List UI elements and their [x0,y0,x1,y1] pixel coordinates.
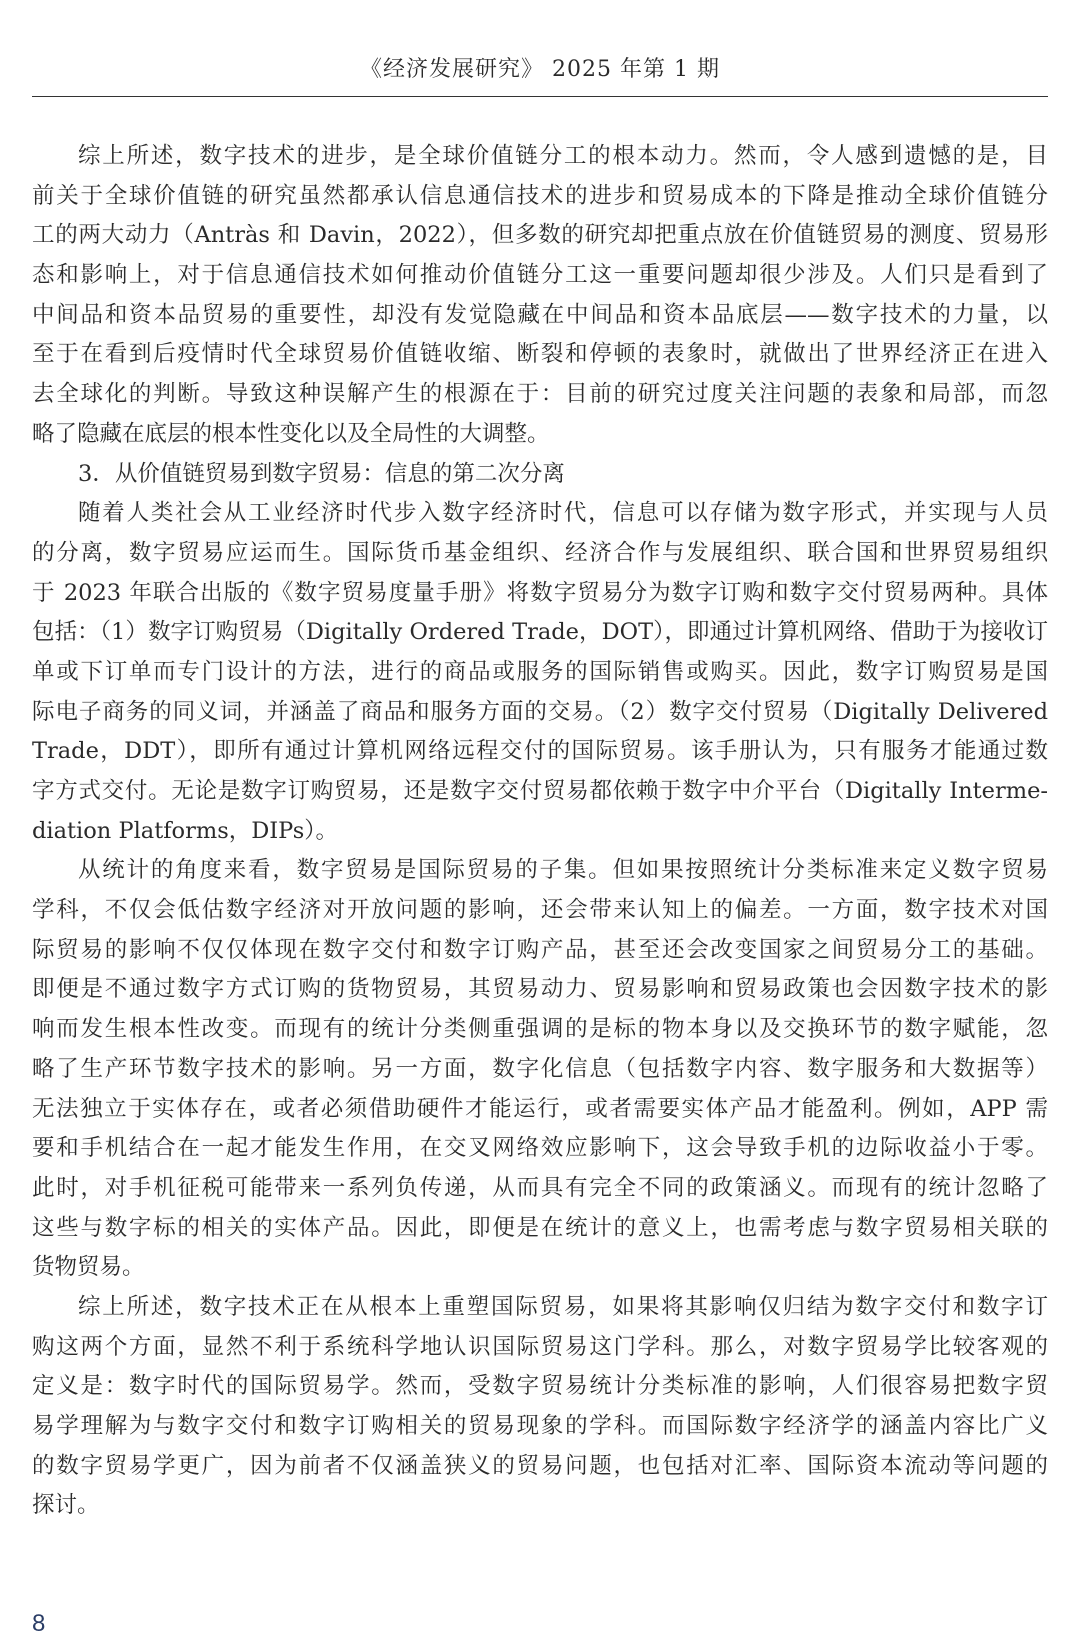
text-line: 际电子商务的同义词，并涵盖了商品和服务方面的交易。（2）数字交付贸易（Digitally Delivered [32,698,1048,725]
text-line: 响而发生根本性改变。而现有的统计分类侧重强调的是标的物本身以及交换环节的数字赋能，忽 [32,1016,1048,1043]
text-line: 中间品和资本品贸易的重要性，却没有发觉隐藏在中间品和资本品底层——数字技术的力量，以 [32,301,1048,328]
text-line: 的分离，数字贸易应运而生。国际货币基金组织、经济合作与发展组织、联合国和世界贸易组织 [32,539,1048,566]
page-number: 8 [32,1610,46,1637]
text-line: 单或下订单而专门设计的方法，进行的商品或服务的国际销售或购买。因此，数字订购贸易是国 [32,658,1048,685]
text-line: 态和影响上，对于信息通信技术如何推动价值链分工这一重要问题却很少涉及。人们只是看到了 [32,262,1048,289]
text-line: 于 2023 年联合出版的《数字贸易度量手册》将数字贸易分为数字订购和数字交付贸易两种。具体 [32,579,1048,606]
text-line: 易学理解为与数字交付和数字订购相关的贸易现象的学科。而国际数字经济学的涵盖内容比广义 [32,1413,1048,1439]
text-line: 货物贸易。 [32,1254,145,1281]
text-line: 随着人类社会从工业经济时代步入数字经济时代，信息可以存储为数字形式，并实现与人员 [78,500,1048,527]
text-line: 前关于全球价值链的研究虽然都承认信息通信技术的进步和贸易成本的下降是推动全球价值链分 [32,182,1048,209]
text-line: 定义是：数字时代的国际贸易学。然而，受数字贸易统计分类标准的影响，人们很容易把数字贸 [32,1373,1048,1400]
text-line: 至于在看到后疫情时代全球贸易价值链收缩、断裂和停顿的表象时，就做出了世界经济正在进入 [32,341,1048,368]
text-line: 综上所述，数字技术正在从根本上重塑国际贸易，如果将其影响仅归结为数字交付和数字订 [78,1293,1048,1320]
text-line: 略了生产环节数字技术的影响。另一方面，数字化信息（包括数字内容、数字服务和大数据等） [32,1055,1048,1082]
text-line: 工的两大动力（Antràs 和 Davin，2022），但多数的研究却把重点放在价值链贸易的测度、贸易形 [32,222,1048,249]
text-line: 字方式交付。无论是数字订购贸易，还是数字交付贸易都依赖于数字中介平台（Digitally Interme- [32,778,1048,804]
text-line: 探讨。 [32,1492,100,1519]
text-line: 学科，不仅会低估数字经济对开放问题的影响，还会带来认知上的偏差。一方面，数字技术对国 [32,897,1048,924]
text-line: 即便是不通过数字方式订购的货物贸易，其贸易动力、贸易影响和贸易政策也会因数字技术的影 [32,976,1048,1003]
text-line: 综上所述，数字技术的进步，是全球价值链分工的根本动力。然而，令人感到遗憾的是，目 [78,143,1048,169]
text-line: 购这两个方面，显然不利于系统科学地认识国际贸易这门学科。那么，对数字贸易学比较客观的 [32,1333,1048,1360]
text-line: diation Platforms，DIPs）。 [32,817,339,844]
running-header [32,48,1048,97]
text-line: 去全球化的判断。导致这种误解产生的根源在于：目前的研究过度关注问题的表象和局部，而忽 [32,381,1048,408]
text-line: 这些与数字标的相关的实体产品。因此，即便是在统计的意义上，也需考虑与数字贸易相关联的 [32,1214,1048,1241]
text-line: Trade，DDT），即所有通过计算机网络远程交付的国际贸易。该手册认为，只有服务才能通过数 [32,738,1048,765]
text-line: 包括：（1）数字订购贸易（Digitally Ordered Trade，DOT），即通过计算机网络、借助于为接收订 [32,619,1048,646]
journal-title: 《经济发展研究》 2025 年第 1 期 [360,57,720,82]
text-line: 此时，对手机征税可能带来一系列负传递，从而具有完全不同的政策涵义。而现有的统计忽略了 [32,1174,1048,1201]
text-line: 3．从价值链贸易到数字贸易：信息的第二次分离 [78,460,565,487]
text-line: 要和手机结合在一起才能发生作用，在交叉网络效应影响下，这会导致手机的边际收益小于零。 [32,1135,1048,1162]
article-body [32,137,1048,1526]
text-line: 从统计的角度来看，数字贸易是国际贸易的子集。但如果按照统计分类标准来定义数字贸易 [78,857,1048,884]
text-line: 际贸易的影响不仅仅体现在数字交付和数字订购产品，甚至还会改变国家之间贸易分工的基础。 [32,936,1048,963]
text-line: 略了隐藏在底层的根本性变化以及全局性的大调整。 [32,420,550,447]
text-line: 的数字贸易学更广，因为前者不仅涵盖狭义的贸易问题，也包括对汇率、国际资本流动等问题的 [32,1452,1048,1479]
text-line: 无法独立于实体存在，或者必须借助硬件才能运行，或者需要实体产品才能盈利。例如，APP 需 [32,1095,1048,1122]
